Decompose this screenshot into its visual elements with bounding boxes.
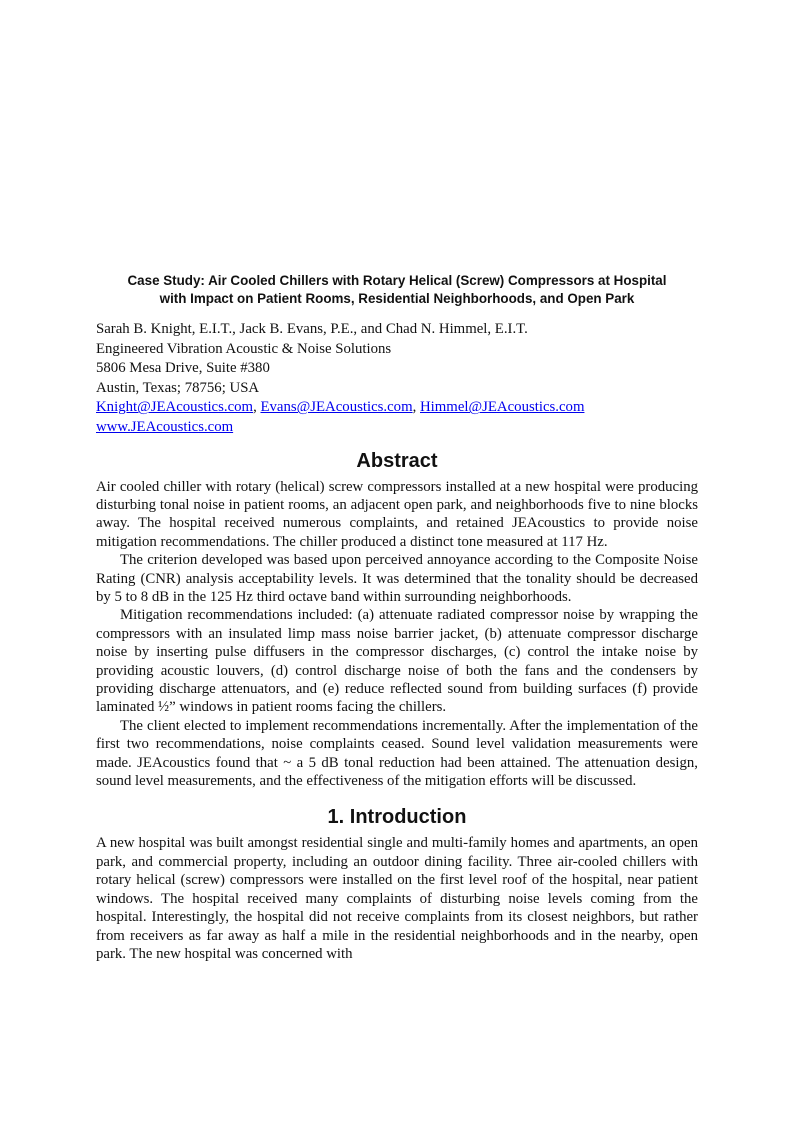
abstract-paragraph-4: The client elected to implement recommendations incrementally. After the implementation of the first two recommendations, noise complaints ceased. Sound level validation measurements were made. JEAcoustics found that ~ a 5 dB tonal reduction had been attained. The attenuation design, sound level measurements, and the effectiveness of the mitigation efforts will be discussed. [96,717,698,790]
email-link-evans[interactable]: Evans@JEAcoustics.com [260,399,413,416]
introduction-heading: 1. Introduction [327,806,467,829]
author-address-line-1: 5806 Mesa Drive, Suite #380 [96,360,270,377]
paper-title [96,272,698,308]
introduction-paragraph-1: A new hospital was built amongst residential single and multi-family homes and apartments, an open park, and commercial property, including an outdoor dining facility. Three air-cooled chillers with rotary helical (screw) compressors were installed on the first level roof of the hospital, near patient windows. The hospital received many complaints of disturbing noise levels coming from the hospital. Interestingly, the hospital did not receive complaints from its closest neighbors, but rather from receivers as far away as half a mile in the residential neighborhoods and in the nearby, open park. The new hospital was concerned with [96,835,698,962]
author-organization: Engineered Vibration Acoustic & Noise Solutions [96,340,392,357]
abstract-paragraph-2: The criterion developed was based upon perceived annoyance according to the Composite Noise Rating (CNR) analysis acceptability levels. It was determined that the tonality should be decreased by 5 to 8 dB in the 125 Hz third octave band within surrounding neighborhoods. [96,552,698,605]
abstract-paragraph-3: Mitigation recommendations included: (a) attenuate radiated compressor noise by wrapping the compressors with an insulated limp mass noise barrier jacket, (b) attenuate compressor discharge noise by inserting pulse diffusers in the compressor discharges, (c) control the intake noise by providing acoustic louvers, (d) control discharge noise of both the fans and the condensers by providing discharge attenuators, and (e) reduce reflected sound from building surfaces (f) provide laminated ½” windows in patient rooms facing the chillers. [96,607,698,716]
email-link-knight[interactable]: Knight@JEAcoustics.com [96,399,254,416]
website-link[interactable]: www.JEAcoustics.com [96,418,234,435]
abstract-paragraph-1: Air cooled chiller with rotary (helical) screw compressors installed at a new hospital were producing disturbing tonal noise in patient rooms, an adjacent open park, and neighborhoods five to nine blocks away. The hospital received numerous complaints, and retained JEAcoustics to provide noise mitigation recommendations. The chiller produced a distinct tone measured at 117 Hz. [96,478,698,550]
email-link-himmel[interactable]: Himmel@JEAcoustics.com [420,399,585,416]
author-block [96,320,698,438]
title-line-2: with Impact on Patient Rooms, Residential Neighborhoods, and Open Park [159,291,635,306]
author-emails: Knight@JEAcoustics.com, Evans@JEAcoustics.com, Himmel@JEAcoustics.com [96,399,585,416]
title-line-1: Case Study: Air Cooled Chillers with Rotary Helical (Screw) Compressors at Hospital [127,273,667,288]
abstract-heading: Abstract [356,449,438,472]
author-address-line-2: Austin, Texas; 78756; USA [96,379,260,396]
paper-page [96,272,698,963]
author-names: Sarah B. Knight, E.I.T., Jack B. Evans, P.E., and Chad N. Himmel, E.I.T. [96,321,528,337]
